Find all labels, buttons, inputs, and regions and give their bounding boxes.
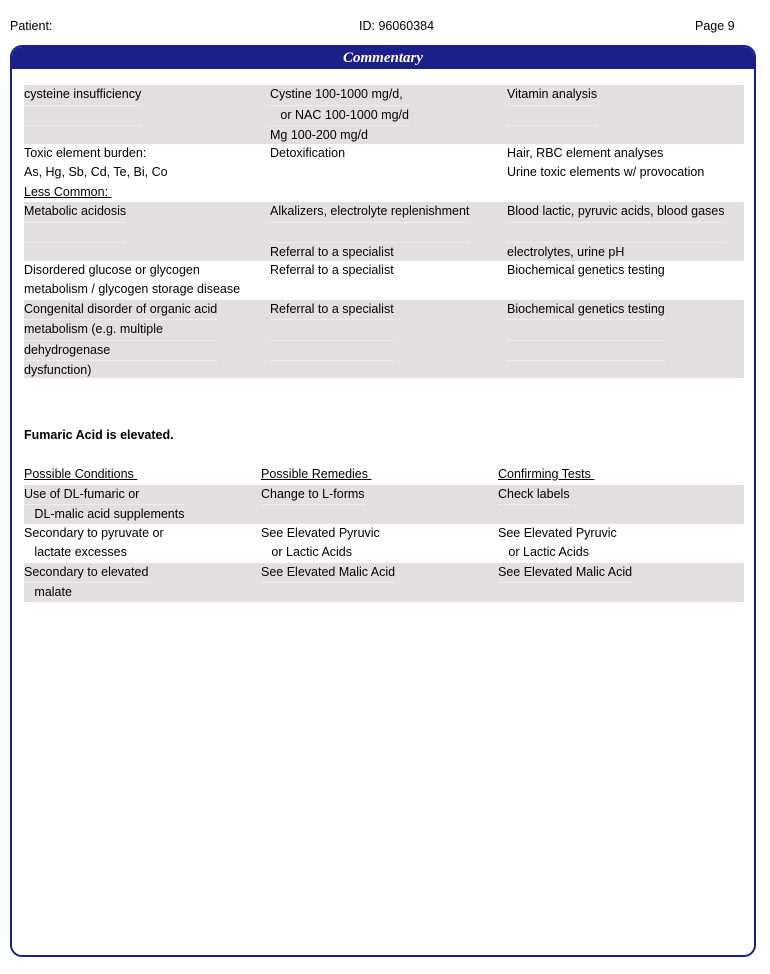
less-common-label: Less Common:	[24, 184, 112, 199]
cell-line: Alkalizers, electrolyte replenishment	[270, 202, 469, 223]
condition-cell	[24, 144, 168, 183]
cell-line: Hair, RBC element analyses	[507, 145, 664, 160]
cell-line: malate	[24, 585, 72, 599]
patient-id: ID: 96060384	[359, 19, 435, 33]
cell-line: Check labels	[498, 485, 570, 506]
cell-line: See Elevated Malic Acid	[498, 563, 632, 584]
cell-line	[498, 505, 570, 525]
cell-line: See Elevated Pyruvic	[261, 525, 380, 540]
test-cell	[507, 261, 665, 300]
cell-line	[270, 280, 394, 300]
remedy-cell	[270, 85, 409, 146]
cell-line: Disordered glucose or glycogen	[24, 262, 200, 277]
table-row	[24, 524, 744, 563]
test-cell	[507, 85, 597, 146]
remedy-cell	[270, 202, 469, 263]
cell-line: or Lactic Acids	[498, 545, 590, 559]
table-row	[24, 563, 744, 602]
cell-line	[507, 223, 724, 244]
test-cell	[498, 563, 632, 603]
remedy-cell	[261, 524, 380, 563]
col-header-conditions: Possible Conditions	[24, 467, 138, 481]
remedy-table-1	[24, 85, 744, 183]
cell-line: or NAC 100-1000 mg/d	[270, 106, 409, 127]
commentary-content	[24, 85, 744, 602]
cell-line	[261, 505, 365, 525]
table-row	[24, 144, 744, 183]
cell-line	[507, 341, 665, 362]
condition-cell	[24, 485, 184, 525]
cell-line: metabolism (e.g. multiple	[24, 320, 217, 341]
cell-line: metabolism / glycogen storage disease	[24, 282, 241, 296]
cell-line: dehydrogenase	[24, 341, 217, 362]
cell-line	[270, 320, 394, 341]
cell-line: Cystine 100-1000 mg/d,	[270, 85, 409, 106]
col-header-remedies: Possible Remedies	[261, 467, 372, 481]
cell-line	[507, 106, 597, 127]
cell-line: electrolytes, urine pH	[507, 245, 625, 259]
cell-line: Blood lactic, pyruvic acids, blood gases	[507, 202, 724, 223]
cell-line: Toxic element burden:	[24, 145, 147, 160]
less-common-row	[24, 183, 744, 203]
cell-line: As, Hg, Sb, Cd, Te, Bi, Co	[24, 165, 168, 179]
cell-line	[270, 341, 394, 362]
cell-line: Vitamin analysis	[507, 85, 597, 106]
cell-line	[507, 280, 665, 300]
cell-line	[498, 583, 632, 603]
cell-line	[24, 223, 126, 244]
test-cell	[498, 485, 570, 525]
table-row	[24, 85, 744, 144]
section-title: Fumaric Acid is elevated.	[24, 427, 174, 442]
column-headers	[24, 465, 744, 485]
test-cell	[498, 524, 617, 563]
commentary-panel	[10, 45, 756, 957]
cell-line: See Elevated Malic Acid	[261, 563, 395, 584]
cell-line	[24, 106, 141, 127]
cell-line	[507, 361, 665, 381]
cell-line: Metabolic acidosis	[24, 202, 126, 223]
cell-line: Referral to a specialist	[270, 262, 394, 277]
cell-line	[270, 361, 394, 381]
remedy-cell	[261, 563, 395, 603]
cell-line: Mg 100-200 mg/d	[270, 128, 368, 142]
remedy-table-2	[24, 202, 744, 378]
cell-line	[507, 320, 665, 341]
cell-line: Referral to a specialist	[270, 245, 394, 259]
remedy-cell	[270, 261, 394, 300]
condition-cell	[24, 300, 217, 381]
patient-label: Patient:	[10, 19, 53, 33]
condition-cell	[24, 563, 148, 603]
table-row	[24, 485, 744, 524]
cell-line	[270, 223, 469, 244]
cell-line: Congenital disorder of organic acid	[24, 300, 217, 321]
cell-line: dysfunction)	[24, 363, 92, 377]
cell-line: Biochemical genetics testing	[507, 262, 665, 277]
remedy-cell	[270, 300, 394, 381]
remedy-cell	[261, 485, 365, 525]
commentary-title: Commentary	[12, 47, 754, 69]
cell-line: See Elevated Pyruvic	[498, 525, 617, 540]
cell-line: cysteine insufficiency	[24, 85, 141, 106]
cell-line: Urine toxic elements w/ provocation	[507, 165, 705, 179]
table-row	[24, 261, 744, 300]
cell-line	[261, 583, 395, 603]
test-cell	[507, 144, 704, 183]
cell-line: Use of DL-fumaric or	[24, 485, 184, 506]
cell-line: Change to L-forms	[261, 485, 365, 506]
col-header-tests: Confirming Tests	[498, 467, 595, 481]
condition-cell	[24, 261, 240, 300]
test-cell	[507, 202, 724, 263]
cell-line: or Lactic Acids	[261, 545, 353, 559]
cell-line: lactate excesses	[24, 545, 127, 559]
page-header	[0, 19, 770, 37]
condition-cell	[24, 202, 126, 263]
test-cell	[507, 300, 665, 381]
table-row	[24, 300, 744, 378]
remedy-cell	[270, 144, 345, 183]
cell-line: Secondary to pyruvate or	[24, 525, 164, 540]
condition-cell	[24, 524, 164, 563]
cell-line: Biochemical genetics testing	[507, 300, 665, 321]
page-number: Page 9	[695, 19, 735, 33]
section-title-row	[24, 426, 744, 446]
fumaric-table	[24, 485, 744, 602]
table-row	[24, 202, 744, 261]
cell-line: DL-malic acid supplements	[24, 507, 185, 521]
cell-line: Secondary to elevated	[24, 563, 148, 584]
condition-cell	[24, 85, 141, 146]
cell-line: Detoxification	[270, 145, 346, 160]
cell-line: Referral to a specialist	[270, 300, 394, 321]
cell-line	[270, 163, 345, 183]
